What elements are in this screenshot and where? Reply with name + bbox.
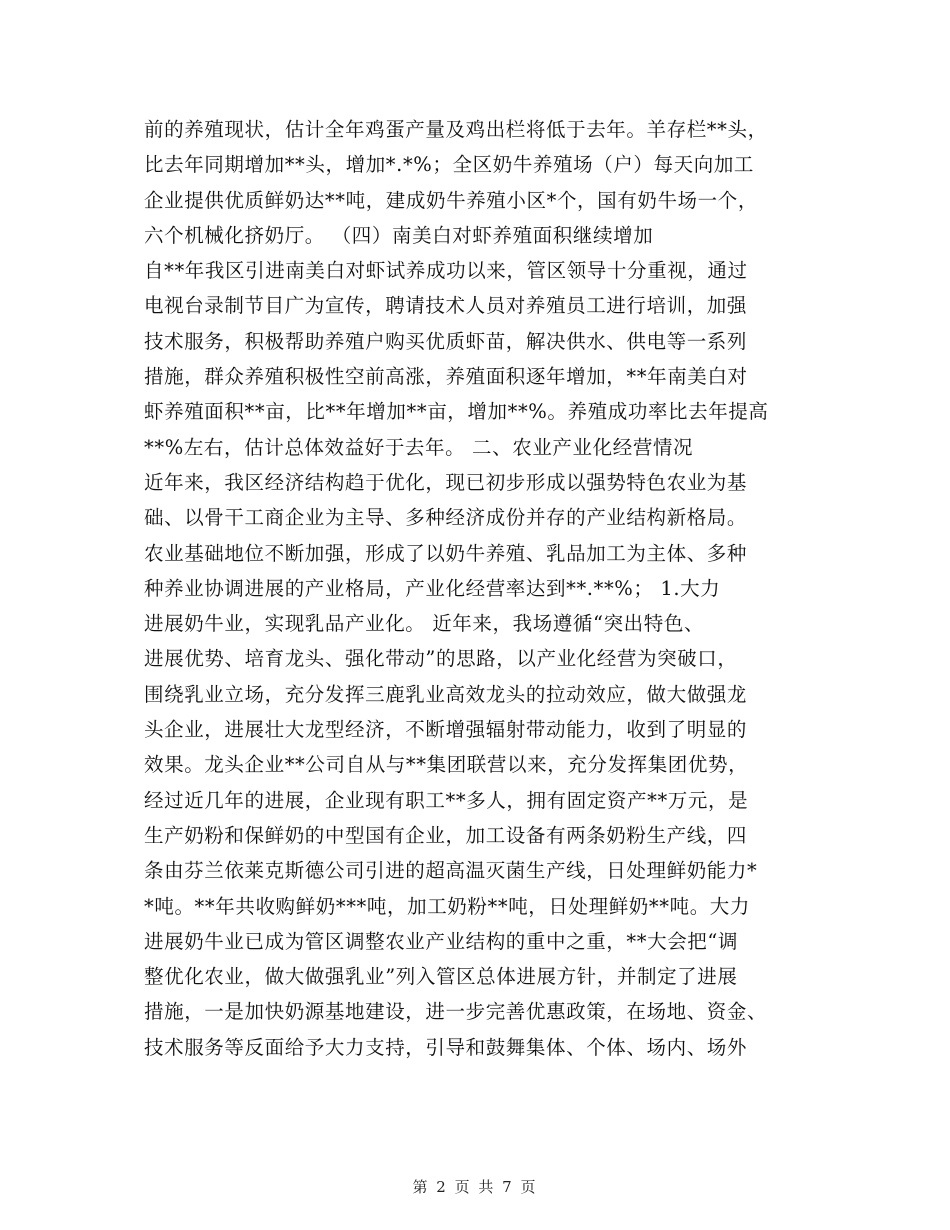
text-line: 技术服务，积极帮助养殖户购买优质虾苗，解决供水、供电等一系列 xyxy=(144,329,748,353)
text-line: 虾养殖面积**亩，比**年增加**亩，增加**%。养殖成功率比去年提高 xyxy=(144,400,769,424)
text-line: 自**年我区引进南美白对虾试养成功以来，管区领导十分重视，通过 xyxy=(144,259,748,283)
text-line: 比去年同期增加**头，增加*.*%；全区奶牛养殖场（户）每天向加工 xyxy=(144,153,755,177)
text-line: 整优化农业，做大做强乳业”列入管区总体进展方针，并制定了进展 xyxy=(144,965,738,989)
text-line: 头企业，进展壮大龙型经济，不断增强辐射带动能力，收到了明显的 xyxy=(144,718,748,742)
text-line: 进展奶牛业，实现乳品产业化。 近年来，我场遵循“突出特色、 xyxy=(144,612,705,636)
text-line: 围绕乳业立场，充分发挥三鹿乳业高效龙头的拉动效应，做大做强龙 xyxy=(144,682,748,706)
text-line: 进展奶牛业已成为管区调整农业产业结构的重中之重，**大会把“调 xyxy=(144,929,739,953)
text-line: 进展优势、培育龙头、强化带动”的思路，以产业化经营为突破口， xyxy=(144,647,738,671)
text-line: 电视台录制节目广为宣传，聘请技术人员对养殖员工进行培训，加强 xyxy=(144,294,748,318)
text-line: 六个机械化挤奶厅。 （四）南美白对虾养殖面积继续增加 xyxy=(144,223,654,247)
text-line: 近年来，我区经济结构趋于优化，现已初步形成以强势特色农业为基 xyxy=(144,470,748,494)
text-line: 条由芬兰依莱克斯德公司引进的超高温灭菌生产线，日处理鲜奶能力* xyxy=(144,859,758,883)
text-line: 农业基础地位不断加强，形成了以奶牛养殖、乳品加工为主体、多种 xyxy=(144,541,748,565)
page-number-footer: 第 2 页 共 7 页 xyxy=(412,1178,538,1196)
text-line: 措施，一是加快奶源基地建设，进一步完善优惠政策，在场地、资金、 xyxy=(144,1000,768,1024)
text-line: **%左右，估计总体效益好于去年。 二、农业产业化经营情况 xyxy=(144,435,694,459)
body-text xyxy=(144,112,824,1065)
text-line: 生产奶粉和保鲜奶的中型国有企业，加工设备有两条奶粉生产线，四 xyxy=(144,823,748,847)
text-line: 技术服务等反面给予大力支持，引导和鼓舞集体、个体、场内、场外 xyxy=(144,1035,748,1059)
text-line: 效果。龙头企业**公司自从与**集团联营以来，充分发挥集团优势， xyxy=(144,753,749,777)
text-line: 础、以骨干工商企业为主导、多种经济成份并存的产业结构新格局。 xyxy=(144,506,748,530)
text-line: 种养业协调进展的产业格局，产业化经营率达到**.**%； 1.大力 xyxy=(144,576,721,600)
text-line: *吨。**年共收购鲜奶***吨，加工奶粉**吨，日处理鲜奶**吨。大力 xyxy=(144,894,751,918)
text-line: 前的养殖现状，估计全年鸡蛋产量及鸡出栏将低于去年。羊存栏**头， xyxy=(144,118,768,141)
text-line: 企业提供优质鲜奶达**吨，建成奶牛养殖小区*个，国有奶牛场一个， xyxy=(144,188,758,212)
text-line: 措施，群众养殖积极性空前高涨，养殖面积逐年增加，**年南美白对 xyxy=(144,365,748,389)
text-line: 经过近几年的进展，企业现有职工**多人，拥有固定资产**万元，是 xyxy=(144,788,749,812)
